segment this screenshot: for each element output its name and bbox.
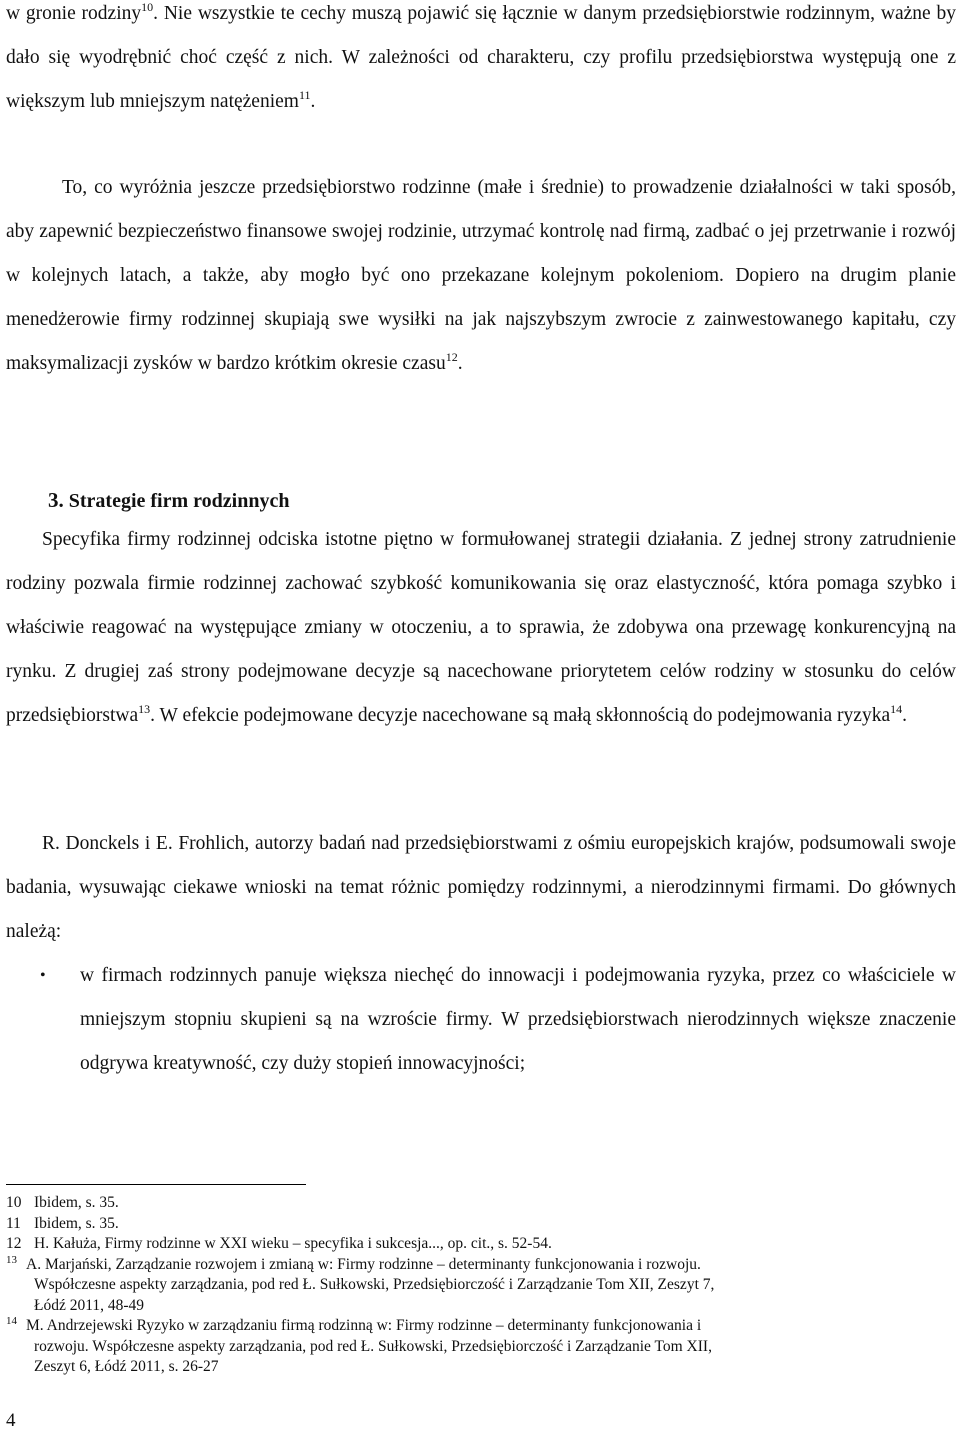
footnote-text: Ibidem, s. 35. — [34, 1194, 119, 1211]
paragraph-text: . — [457, 353, 463, 374]
section-number: 3. — [48, 488, 64, 512]
footnote-ref-10[interactable]: 10 — [141, 0, 154, 14]
page-number: 4 — [6, 1410, 16, 1431]
footnote-14: 14 M. Andrzejewski Ryzyko w zarządzaniu firmą rodzinną w: Firmy rodzinne – determinanty funkcjonowania i — [6, 1315, 702, 1334]
footnote-text: Ibidem, s. 35. — [34, 1214, 119, 1232]
footnote-text: Łódź 2011, 48-49 — [34, 1296, 145, 1314]
footnote-number: 12 — [6, 1235, 22, 1252]
bullet-icon: • — [40, 967, 46, 984]
list-item — [6, 954, 956, 1086]
findings-list — [6, 954, 956, 1086]
footnotes — [6, 1184, 956, 1378]
footnote-ref-11[interactable]: 11 — [298, 88, 311, 102]
footnote-ref-13[interactable]: 13 — [138, 702, 151, 716]
paragraph-intro-continuation — [6, 0, 956, 124]
footnote-text: rozwoju. Współczesne aspekty zarządzania, pod red Ł. Sułkowski, Przedsiębiorczość i Zarządzanie Tom XII, — [34, 1337, 712, 1355]
footnote-text: A. Marjański, Zarządzanie rozwojem i zmianą w: Firmy rodzinne – determinanty funkcjonowania i rozwoju. — [26, 1255, 701, 1273]
footnote-14-continuation — [6, 1337, 956, 1358]
section-title: Strategie firm rodzinnych — [68, 490, 290, 512]
footnote-number: 10 — [6, 1194, 22, 1211]
footnote-text: Współczesne aspekty zarządzania, pod red Ł. Sułkowski, Przedsiębiorczość i Zarządzanie Tom XII, Zeszyt 7, — [34, 1276, 715, 1293]
paragraph-text: . — [310, 91, 316, 112]
footnote-separator — [6, 1184, 306, 1185]
footnote-number: 11 — [6, 1214, 21, 1232]
footnote-ref-12[interactable]: 12 — [445, 350, 458, 364]
paragraph-text: . — [902, 705, 907, 726]
list-item-text: w firmach rodzinnych panuje większa niechęć do innowacji i podejmowania ryzyka, przez co właściciele w mniejszym stopniu skupieni są na wzroście firmy. W przedsiębiorstwach nierodzinnych większe znaczenie odgrywa kreatywność, czy duży stopień innowacyjności; — [80, 965, 956, 1074]
paragraph-strategy — [6, 518, 956, 738]
paragraph-text: . Nie wszystkie te cechy muszą pojawić się łącznie w danym przedsiębiorstwie rodzinnym, ważne by dało się wyodrębnić choć część z nich. W zależności od charakteru, czy profilu przedsiębiorstwa występują one z większym lub mniejszym natężeniem — [6, 3, 957, 112]
footnote-13: 13 A. Marjański, Zarządzanie rozwojem i zmianą w: Firmy rodzinne – determinanty funkcjonowania i rozwoju. — [6, 1253, 701, 1273]
footnote-ref-14[interactable]: 14 — [890, 702, 903, 716]
footnote-text: Zeszyt 6, Łódź 2011, s. 26-27 — [34, 1358, 219, 1375]
footnote-12 — [6, 1234, 956, 1255]
footnote-11 — [6, 1214, 956, 1235]
paragraph-text: w gronie rodziny — [6, 3, 142, 24]
paragraph-text: . W efekcie podejmowane decyzje nacechowane są małą skłonnością do podejmowania ryzyka — [150, 705, 891, 726]
footnote-text: H. Kałuża, Firmy rodzinne w XXI wieku – specyfika i sukcesja..., op. cit., s. 52-54. — [34, 1235, 552, 1252]
paragraph-text: R. Donckels i E. Frohlich, autorzy badań nad przedsiębiorstwami z ośmiu europejskich krajów, podsumowali swoje badania, wysuwając ciekawe wnioski na temat różnic pomiędzy rodzinnymi, a nierodzinnymi firmami. Do głównych należą: — [6, 833, 956, 942]
paragraph-text: Specyfika firmy rodzinnej odciska istotne piętno w formułowanej strategii działania. Z jednej strony zatrudnienie rodziny pozwala firmie rodzinnej zachować szybkość komunikowania się oraz elastyczność, która pomaga szybko i właściwie reagować na występujące zmiany w otoczeniu, a to sprawia, że zdobywa ona przewagę konkurencyjną na rynku. Z drugiej zaś strony podejmowane decyzje są nacechowane priorytetem celów rodziny w stosunku do celów przedsiębiorstwa — [6, 529, 956, 726]
footnote-13-continuation — [6, 1275, 956, 1296]
footnote-10 — [6, 1193, 956, 1214]
footnote-14-continuation — [6, 1357, 956, 1378]
footnote-text: M. Andrzejewski Ryzyko w zarządzaniu firmą rodzinną w: Firmy rodzinne – determinanty funkcjonowania i — [26, 1317, 702, 1334]
paragraph-donckels-frohlich — [6, 822, 956, 954]
footnote-13-continuation — [6, 1296, 956, 1317]
section-heading — [48, 478, 289, 523]
paragraph-text: To, co wyróżnia jeszcze przedsiębiorstwo rodzinne (małe i średnie) to prowadzenie działalności w taki sposób, aby zapewnić bezpieczeństwo finansowe swojej rodzinie, utrzymać kontrolę nad firmą, zadbać o jej przetrwanie i rozwój w kolejnych latach, a także, aby mogło być ono przekazane kolejnym pokoleniom. Dopiero na drugim planie menedżerowie firmy rodzinnej skupiają swe wysiłki na jak najszybszym zwrocie z zainwestowanego kapitału, czy maksymalizacji zysków w bardzo krótkim okresie czasu — [6, 177, 956, 374]
paragraph-family-business-features — [6, 166, 956, 386]
